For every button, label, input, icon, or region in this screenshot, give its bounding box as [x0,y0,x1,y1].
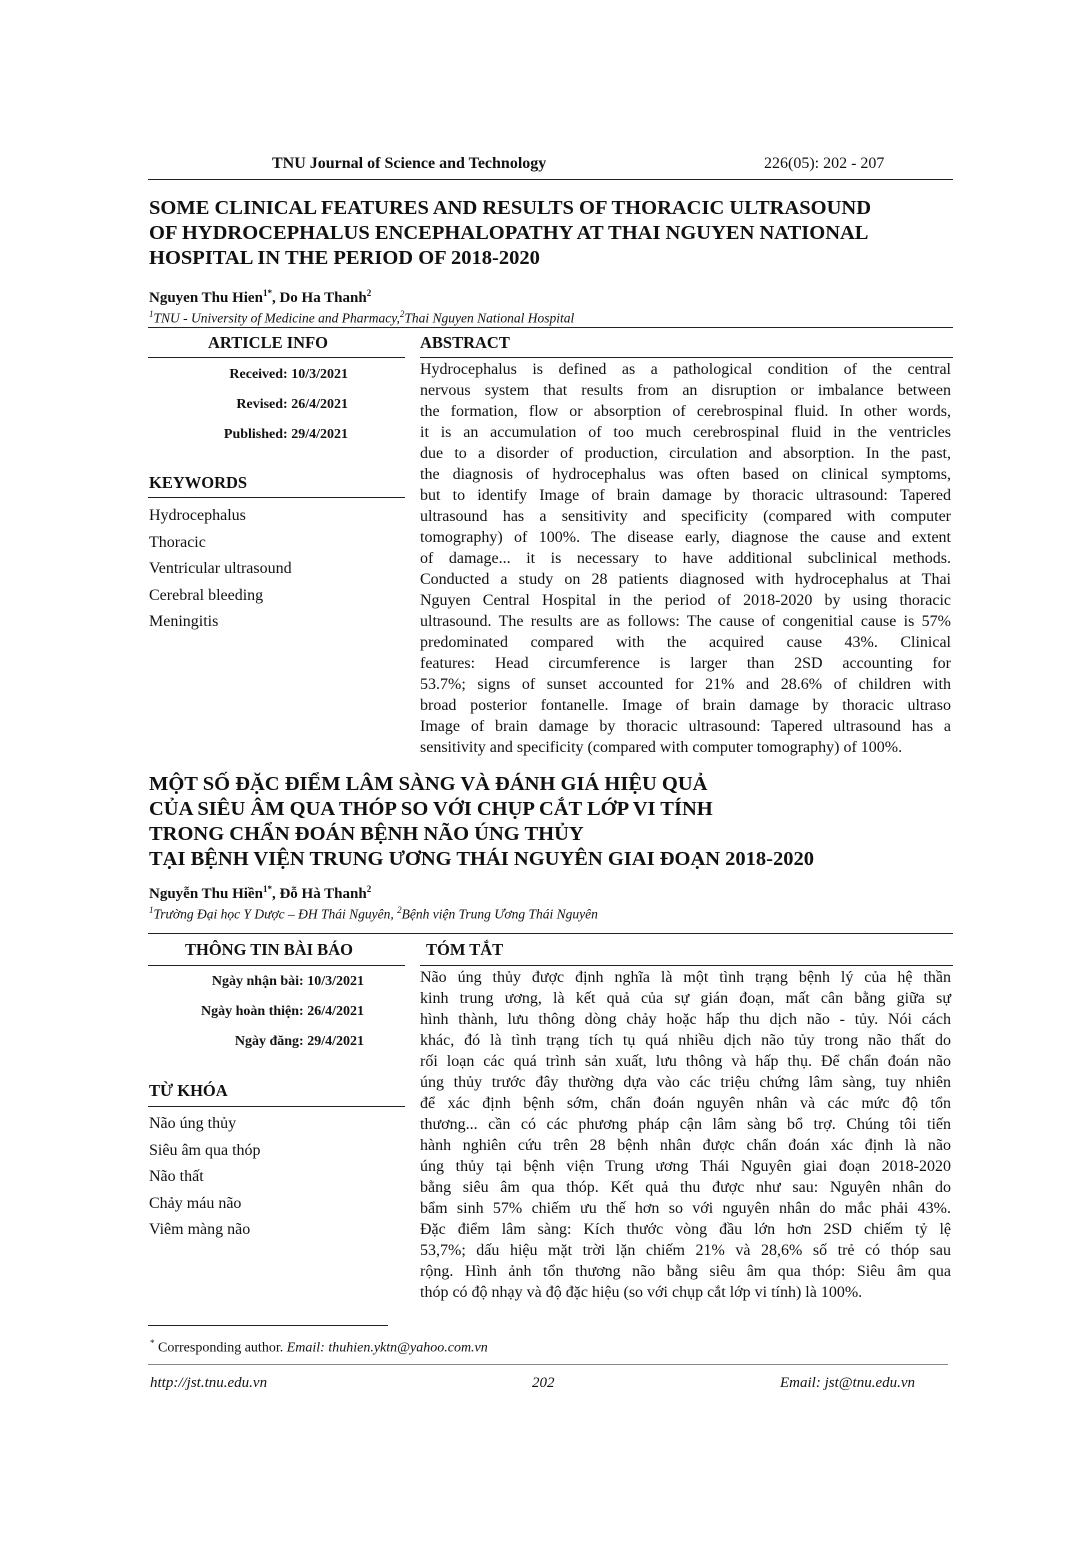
english-abstract [420,359,951,758]
abstract-line: kinh trung ương, là kết quả của sự gián đoạn, mất cân bằng giữa sự [420,990,951,1007]
keyword: Hydrocephalus [149,507,246,524]
keyword: Viêm màng não [149,1221,251,1238]
abstract-line: 53,7%; dấu hiệu mặt trời lặn chiếm 21% và 28,6% số trẻ có thóp sau [420,1242,951,1259]
article-info-heading: ARTICLE INFO [208,333,328,352]
published-date: Published: 29/4/2021 [223,427,348,442]
author: Nguyễn Thu Hiền [149,886,263,902]
keyword: Não úng thủy [149,1115,237,1132]
abstract-line: rối loạn các quá trình sản xuất, lưu thông và hấp thụ. Để chẩn đoán não [420,1053,951,1070]
abstract-line: Não úng thủy được định nghĩa là một tình trạng bệnh lý của hệ thần [420,969,951,986]
abstract-line: it is an accumulation of too much cerebrospinal fluid in the ventricles [420,424,951,441]
abstract-line: Hydrocephalus is defined as a pathological condition of the central [420,361,951,378]
abstract-line: due to a disorder of production, circulation and absorption. In the past, [420,445,951,462]
rule [148,497,405,498]
abstract-line: khác, đó là tình trạng tích tụ quá nhiều dịch não tủy trong não thất do [420,1032,951,1049]
rule [148,327,953,328]
revised-date-vi: Ngày hoàn thiện: 26/4/2021 [201,1004,364,1019]
journal-name: TNU Journal of Science and Technology [272,155,547,172]
abstract-line: úng thủy trước đây thường dựa vào các triệu chứng lâm sàng, tuy nhiên [420,1074,951,1091]
keywords-heading-vi: TỪ KHÓA [149,1081,228,1100]
abstract-line: but to identify Image of brain damage by thoracic ultrasound: Tapered [420,487,951,504]
footnote-text: Corresponding author. [154,1340,287,1356]
abstract-line: rộng. Hình ảnh tổn thương não bằng siêu âm qua thóp: Siêu âm qua [420,1263,951,1280]
author: , Do Ha Thanh [271,290,367,306]
affiliation: Trường Đại học Y Dược – ĐH Thái Nguyên, [153,906,398,922]
article-info-heading-vi: THÔNG TIN BÀI BÁO [185,940,353,959]
keyword: Meningitis [149,613,219,630]
title-line: MỘT SỐ ĐẶC ĐIỂM LÂM SÀNG VÀ ĐÁNH GIÁ HIỆU QUẢ [149,773,708,795]
revised-date: Revised: 26/4/2021 [236,397,348,412]
english-affiliations [149,309,574,327]
title-line: TẠI BỆNH VIỆN TRUNG ƯƠNG THÁI NGUYÊN GIAI ĐOẠN 2018-2020 [149,848,814,870]
abstract-heading-vi: TÓM TẮT [426,940,504,959]
title-line: CỦA SIÊU ÂM QUA THÓP SO VỚI CHỤP CẮT LỚP VI TÍNH [149,798,713,820]
keyword: Cerebral bleeding [149,586,264,604]
abstract-line: Conducted a study on 28 patients diagnosed with hydrocephalus at Thai [420,571,951,588]
title-line: SOME CLINICAL FEATURES AND RESULTS OF THORACIC ULTRASOUND [149,197,872,219]
header-rule [148,179,953,180]
abstract-line: ultrasound. The results are as follows: The cause of congenitial cause is 57% [420,613,951,630]
keyword: Siêu âm qua thóp [149,1141,261,1159]
title-line: OF HYDROCEPHALUS ENCEPHALOPATHY AT THAI NGUYEN NATIONAL [149,222,869,244]
author-sup: 2 [366,884,372,894]
keyword: Thoracic [149,533,206,551]
abstract-line: broad posterior fontanelle. Image of brain damage by thoracic ultraso [420,697,951,714]
keyword: Ventricular ultrasound [149,560,292,577]
rule [420,357,953,358]
abstract-line: nervous system that results from an disruption or imbalance between [420,382,951,399]
abstract-line: thương... cần có các phương pháp cận lâm sàng bổ trợ. Chúng tôi tiến [420,1116,951,1133]
affiliation: Thai Nguyen National Hospital [404,310,575,326]
title-line: HOSPITAL IN THE PERIOD OF 2018-2020 [149,247,540,269]
abstract-line: bằng siêu âm qua thóp. Kết quả thu được như sau: Nguyên nhân do [420,1179,951,1196]
vietnamese-abstract [420,967,951,1303]
footer-rule [148,1364,948,1365]
abstract-line: Đặc điểm lâm sàng: Kích thước vòng đầu lớn hơn 2SD chiếm tỷ lệ [420,1221,951,1238]
author-sup: 1* [262,288,272,298]
abstract-line: Nguyen Central Hospital in the period of 2018-2020 by using thoracic [420,592,951,609]
abstract-line: hành nghiên cứu trên 28 bệnh nhân được chẩn đoán xác định là não [420,1137,951,1154]
english-title [149,196,871,271]
footnote [150,1338,488,1357]
corresponding-email-link[interactable]: Email: thuhien.yktn@yahoo.com.vn [286,1340,488,1356]
rule [148,1106,405,1107]
affil-sup: 2 [399,309,405,319]
abstract-line: úng thủy tại bệnh viện Trung ương Thái Nguyên giai đoạn 2018-2020 [420,1158,951,1175]
author: , Đỗ Hà Thanh [271,886,367,902]
vietnamese-affiliations [149,905,598,923]
abstract-line: tomography) of 100%. The disease early, diagnose the cause and extent [420,529,951,546]
abstract-line: bẩm sinh 57% chiếm ưu thế hơn so với nguyên nhân do mắc phải 43%. [420,1200,951,1217]
abstract-line: 53.7%; signs of sunset accounted for 21% and 28.6% of children with [420,676,951,693]
received-date: Received: 10/3/2021 [229,367,348,382]
footnote-rule [148,1325,388,1326]
affiliation: Bệnh viện Trung Ương Thái Nguyên [401,906,598,922]
rule [148,933,953,934]
page-number: 202 [532,1375,555,1391]
affil-sup: 2 [397,905,402,915]
abstract-line: ultrasound has a sensitivity and specificity (compared with computer [420,508,951,525]
rule [148,965,405,966]
abstract-line: features: Head circumference is larger than 2SD accounting for [420,655,951,672]
keywords-list [149,503,292,636]
abstract-line: để xác định bệnh sớm, chẩn đoán nguyên nhân và các mức độ tổn [420,1095,951,1112]
journal-url-link[interactable]: http://jst.tnu.edu.vn [150,1375,268,1391]
issue-pages: 226(05): 202 - 207 [764,155,885,172]
abstract-heading: ABSTRACT [420,333,510,352]
abstract-line: Image of brain damage by thoracic ultrasound: Tapered ultrasound has a [420,718,951,735]
abstract-line: hình thành, lưu thông dòng chảy hoặc hấp thu dịch não - tủy. Nói cách [420,1011,951,1028]
abstract-line: the formation, flow or absorption of cerebrospinal fluid. In other words, [420,403,951,420]
vietnamese-title [149,772,814,872]
abstract-line: the diagnosis of hydrocephalus was often based on clinical symptoms, [420,466,951,483]
keyword: Não thất [149,1168,204,1185]
abstract-line: sensitivity and specificity (compared with computer tomography) of 100%. [420,739,903,756]
received-date-vi: Ngày nhận bài: 10/3/2021 [211,974,364,989]
abstract-line: of damage... it is necessary to have additional subclinical methods. [420,550,951,567]
author-sup: 1* [262,884,272,894]
title-line: TRONG CHẨN ĐOÁN BỆNH NÃO ÚNG THỦY [149,823,584,845]
affil-sup: 1 [149,309,154,319]
affiliation: TNU - University of Medicine and Pharmacy, [153,310,400,326]
vietnamese-authors [149,884,371,903]
keyword: Chảy máu não [149,1194,242,1212]
published-date-vi: Ngày đăng: 29/4/2021 [234,1034,364,1049]
affil-sup: 1 [149,905,154,915]
author: Nguyen Thu Hien [149,290,263,306]
author-sup: 2 [366,288,372,298]
abstract-line: thóp có độ nhạy và độ đặc hiệu (so với chụp cắt lớp vi tính) là 100%. [420,1284,863,1301]
english-authors [149,288,371,307]
keywords-list-vi [149,1111,261,1244]
keywords-heading: KEYWORDS [149,473,248,492]
footnote-mark: * [150,1338,155,1348]
journal-email-link[interactable]: Email: jst@tnu.edu.vn [780,1375,916,1391]
abstract-line: predominated compared with the acquired cause 43%. Clinical [420,634,951,651]
rule [420,965,953,966]
rule [148,357,405,358]
